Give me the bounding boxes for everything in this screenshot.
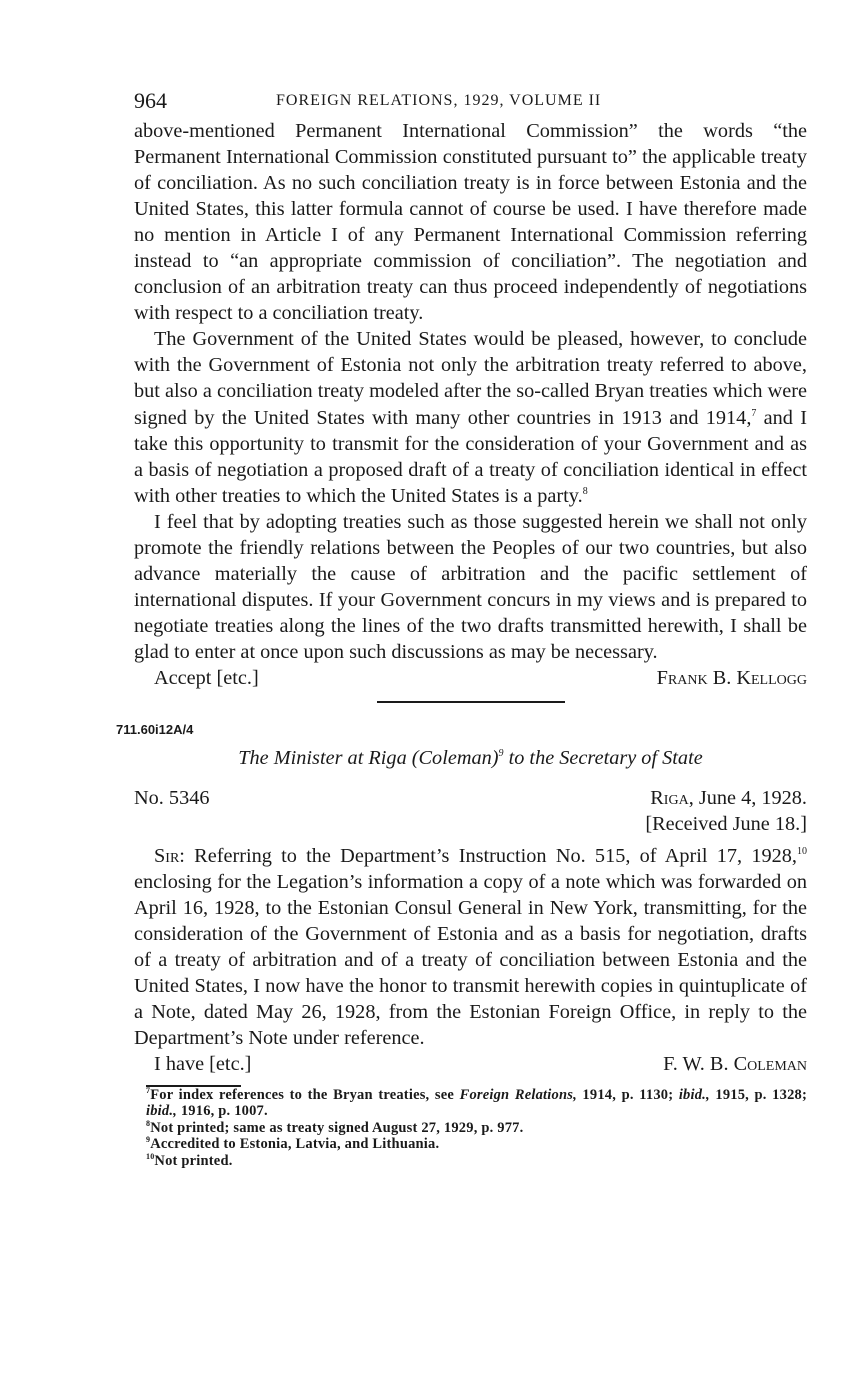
- footnotes: [134, 1087, 807, 1170]
- paragraph-3: I feel that by adopting treaties such as those suggested herein we shall not only promote the friendly relations between the Peoples of our two countries, but also advance materially the cause of arbitration and the pacific settlement of international disputes. If your Government concurs in my views and is prepared to negotiate treaties along the lines of the two drafts transmitted herewith, I shall be glad to enter at once upon such discussions as may be necessary.: [134, 510, 807, 663]
- footnote-ref-9: 9: [498, 748, 504, 760]
- closing-1: [134, 665, 807, 691]
- paragraph-1: above-mentioned Permanent International Commission” the words “the Permanent International Commission constituted pursuant to” the applicable treaty of conciliation. As no such conciliation treaty is in force between Estonia and the United States, this latter formula cannot of course be used. I have therefore made no mention in Article I of any Permanent International Commission referring instead to “an appropriate commission of conciliation”. The negotiation and conclusion of an arbitration treaty can thus proceed independently of negotiations with respect to a conciliation treaty.: [134, 120, 807, 325]
- paragraph-2: The Government of the United States would be pleased, however, to conclude with the Government of Estonia not only the arbitration treaty referred to above, but also a conciliation treaty modeled after the so-called Bryan treaties which were signed by the United States with many other countries in 1913 and 1914,$^7$ and I take this opportunity to transmit for the consideration of your Government and as a basis of negotiation a proposed draft of a treaty of conciliation identical in effect with other treaties to which the United States is a party.$^8$: [134, 328, 807, 507]
- file-number: 711.60i12A/4: [116, 721, 194, 737]
- dispatch-line: [134, 785, 807, 811]
- footnote-9: $^9$Accredited to Estonia, Latvia, and Lithuania.: [146, 1135, 440, 1153]
- closing-accept: Accept [etc.]: [154, 666, 259, 689]
- footnote-7: $^7$For index references to the Bryan treaties, see Foreign Relations, 1914, p. 1130; ibid., 1915, p. 1328; ibid., 1916, p. 1007.: [146, 1086, 807, 1120]
- paragraph-4: Sir: Referring to the Department’s Instruction No. 515, of April 17, 1928,10 enclosing for the Legation’s information a copy of a note which was forwarded on April 16, 1928, to the Estonian Consul General in New York, transmitting, for the consideration of the Government of Estonia and as a basis for negotiation, drafts of a treaty of arbitration and of a treaty of conciliation between Estonia and the United States, I now have the honor to transmit herewith copies in quintuplicate of a Note, dated May 26, 1928, from the Estonian Foreign Office, in reply to the Department’s Note under reference.: [134, 844, 807, 1050]
- closing-2: [134, 1051, 807, 1077]
- footnote-8: $^8$Not printed; same as treaty signed August 27, 1929, p. 977.: [146, 1119, 524, 1136]
- footnote-ref-8: 8: [582, 485, 588, 497]
- letter-2-body: [134, 843, 807, 1051]
- document-page: [116, 88, 807, 1169]
- letter-body: [134, 118, 807, 665]
- document-title: The Minister at Riga (Coleman)$^9$ to the Secretary of State: [238, 746, 703, 769]
- running-title: FOREIGN RELATIONS, 1929, VOLUME II: [276, 92, 602, 109]
- dispatch-number: No. 5346: [134, 786, 210, 809]
- footnote-ref-7: 7: [751, 407, 757, 419]
- salutation: Sir: [154, 844, 180, 867]
- received-date: [Received June 18.]: [645, 812, 807, 835]
- signature-coleman: F. W. B. Coleman: [663, 1053, 807, 1076]
- section-divider: [377, 701, 565, 703]
- closing-have: I have [etc.]: [154, 1053, 252, 1076]
- footnote-ref-10: 10: [797, 846, 807, 858]
- page-number: 964: [134, 88, 167, 113]
- signature-kellogg: Frank B. Kellogg: [656, 666, 807, 689]
- footnote-10: $^{10}$Not printed.: [146, 1152, 233, 1169]
- page-header: [134, 88, 807, 118]
- dispatch-place-date: Riga, June 4, 1928.: [650, 786, 807, 809]
